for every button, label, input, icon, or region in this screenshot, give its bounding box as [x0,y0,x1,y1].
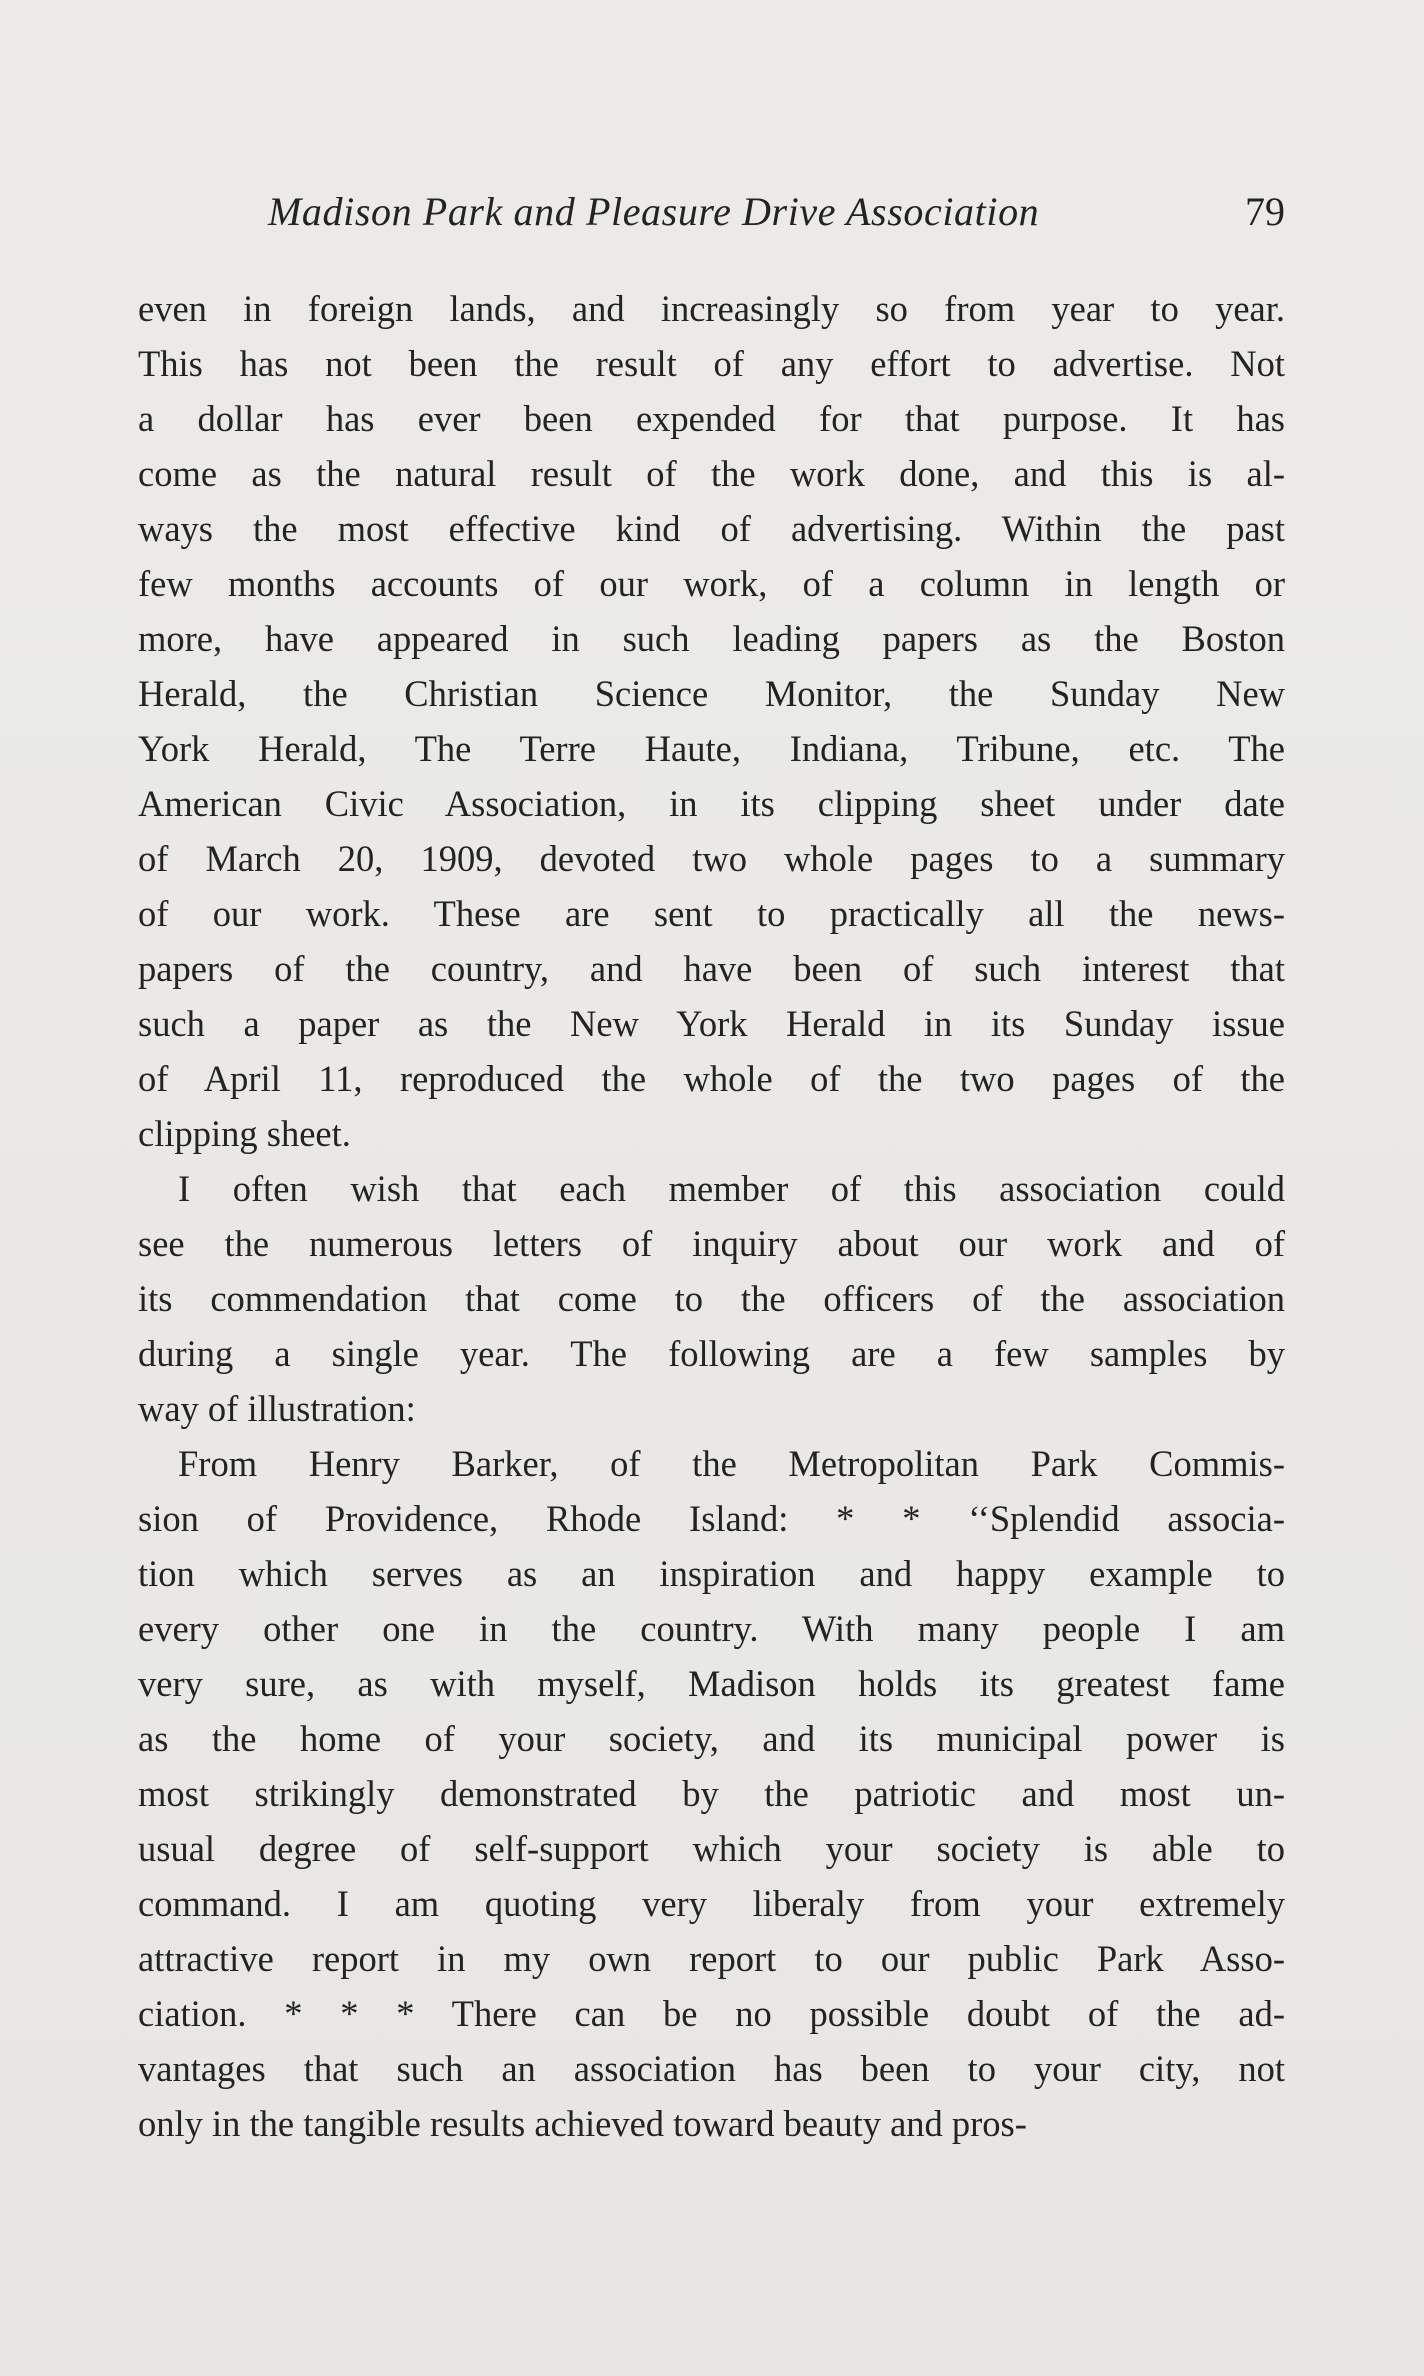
page-number: 79 [1245,189,1285,234]
text-line: Herald, the Christian Science Monitor, the Sunday New [138,673,1285,714]
text-line: usual degree of self-support which your society is able to [138,1828,1285,1869]
text-line: ways the most effective kind of advertising. Within the past [138,508,1285,549]
text-line: way of illustration: [138,1388,416,1429]
text-line: more, have appeared in such leading papers as the Boston [138,618,1285,659]
text-line: of April 11, reproduced the whole of the two pages of the [138,1058,1285,1099]
text-line: every other one in the country. With many people I am [138,1608,1285,1649]
text-line: command. I am quoting very liberaly from your extremely [138,1883,1285,1924]
paragraph [138,1161,1285,1436]
text-line: its commendation that come to the officers of the association [138,1278,1285,1319]
text-line: This has not been the result of any effort to advertise. Not [138,343,1285,384]
running-title: Madison Park and Pleasure Drive Association [268,189,1040,234]
text-line: of our work. These are sent to practically all the news- [138,893,1285,934]
text-line: sion of Providence, Rhode Island: * * ‘‘Splendid associa- [138,1498,1285,1539]
text-line: ciation. * * * There can be no possible doubt of the ad- [138,1993,1285,2034]
text-line: American Civic Association, in its clipping sheet under date [138,783,1285,824]
text-line: of March 20, 1909, devoted two whole pages to a summary [138,838,1285,879]
text-line: even in foreign lands, and increasingly so from year to year. [138,288,1285,329]
text-line: few months accounts of our work, of a column in length or [138,563,1285,604]
text-line: clipping sheet. [138,1113,351,1154]
text-line: most strikingly demonstrated by the patriotic and most un- [138,1773,1285,1814]
text-line: a dollar has ever been expended for that purpose. It has [138,398,1285,439]
running-head [138,188,1285,248]
text-line: come as the natural result of the work done, and this is al- [138,453,1285,494]
text-line: attractive report in my own report to our public Park Asso- [138,1938,1285,1979]
text-line: I often wish that each member of this association could [178,1168,1285,1209]
text-line: see the numerous letters of inquiry about our work and of [138,1223,1285,1264]
text-line: vantages that such an association has been to your city, not [138,2048,1285,2089]
text-line: only in the tangible results achieved toward beauty and pros- [138,2103,1027,2144]
body-text [138,281,1285,2151]
text-line: From Henry Barker, of the Metropolitan Park Commis- [178,1443,1285,1484]
paragraph [138,281,1285,1161]
text-line: York Herald, The Terre Haute, Indiana, Tribune, etc. The [138,728,1285,769]
text-line: such a paper as the New York Herald in its Sunday issue [138,1003,1285,1044]
text-line: during a single year. The following are a few samples by [138,1333,1285,1374]
text-line: papers of the country, and have been of such interest that [138,948,1285,989]
paragraph [138,1436,1285,2151]
text-line: tion which serves as an inspiration and happy example to [138,1553,1285,1594]
text-line: very sure, as with myself, Madison holds its greatest fame [138,1663,1285,1704]
text-line: as the home of your society, and its municipal power is [138,1718,1285,1759]
